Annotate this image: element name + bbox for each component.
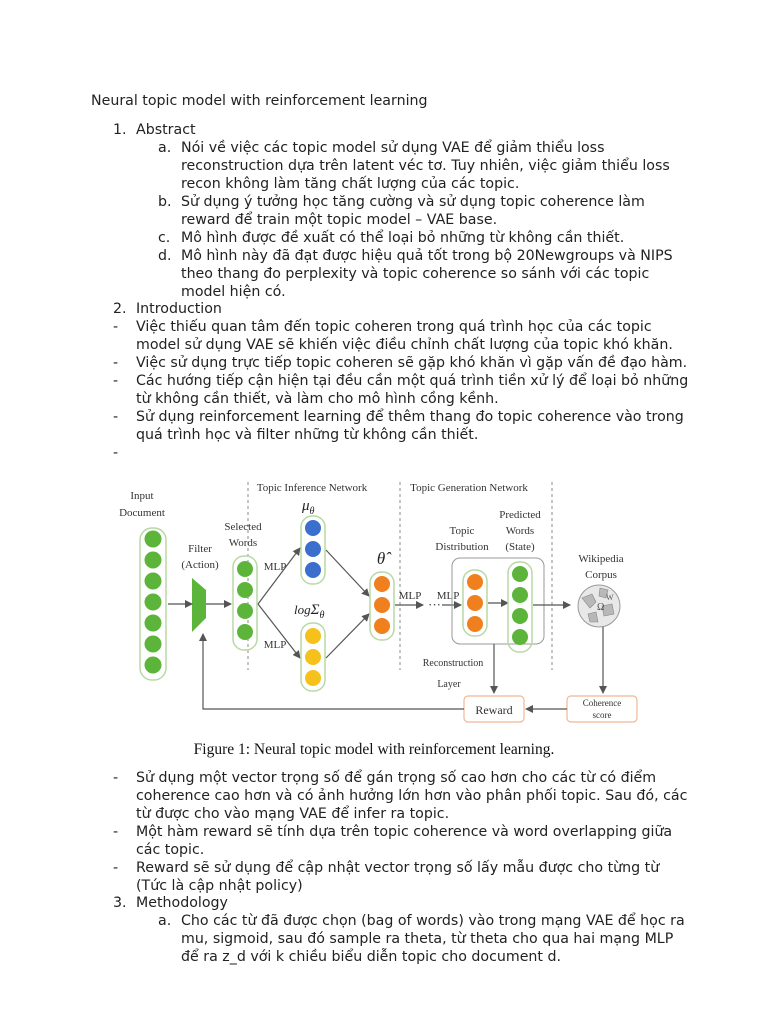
- bullet-marker: -: [113, 824, 119, 840]
- mlp-label: MLP: [398, 590, 422, 602]
- theta-nodes: [374, 576, 390, 634]
- bullet-marker: -: [113, 770, 119, 786]
- list-item-text: Nói về việc các topic model sử dụng VAE để giảm thiểu loss: [181, 140, 605, 156]
- section-3-number: 3.: [113, 895, 127, 911]
- coherence-score-label: Coherence: [582, 698, 622, 708]
- reconstruction-layer-label: Reconstruction: [422, 658, 484, 669]
- topic-generation-network-label: Topic Generation Network: [410, 482, 528, 494]
- predicted-words-label: (State): [505, 541, 535, 553]
- bullet-marker: -: [113, 409, 119, 425]
- reconstruction-layer-label: Layer: [437, 679, 461, 690]
- bullet-text: coherence cao hơn và có ảnh hưởng lớn hơn vào phân phối topic. Sau đó, các: [136, 788, 688, 804]
- bullet-marker: -: [113, 373, 119, 389]
- predicted-words-nodes: [512, 566, 528, 645]
- wikipedia-globe-icon: [578, 585, 620, 627]
- mlp-label: MLP: [436, 590, 460, 602]
- bullet-text: quá trình học và filter những từ không cần thiết.: [136, 427, 479, 443]
- mlp-label: MLP: [263, 561, 287, 573]
- mlp-label: MLP: [263, 639, 287, 651]
- selected-words-label: Selected: [224, 521, 262, 533]
- wikipedia-label: Wikipedia: [578, 553, 624, 565]
- bullet-text: (Tức là cập nhật policy): [136, 878, 303, 894]
- figure-diagram: [112, 476, 652, 762]
- list-item-text: Cho các từ đã được chọn (bag of words) vào trong mạng VAE để học ra: [181, 913, 685, 929]
- log-sigma-label: logΣ$_\theta$: [294, 602, 325, 621]
- generation-block-box: [452, 558, 544, 644]
- bullet-marker: -: [113, 860, 119, 876]
- bullet-text: Việc thiếu quan tâm đến topic coheren trong quá trình học của các topic: [136, 319, 652, 335]
- doc-title: Neural topic model with reinforcement learning: [91, 93, 428, 109]
- topic-inference-network-label: Topic Inference Network: [256, 482, 368, 494]
- list-item-text: Mô hình này đã đạt được hiệu quả tốt trong bộ 20Newgroups và NIPS: [181, 248, 673, 264]
- topic-distribution-nodes: [467, 574, 483, 632]
- filter-action-shape: [192, 578, 206, 632]
- input-document-label: Input: [130, 490, 154, 502]
- svg-text:Ω: Ω: [597, 602, 605, 613]
- selected-words-nodes: [237, 561, 253, 640]
- bullet-text: các topic.: [136, 842, 205, 858]
- bullet-text: Reward sẽ sử dụng để cập nhật vector trọng số lấy mẫu được cho từng từ: [136, 860, 660, 876]
- sigma-nodes: [305, 628, 321, 686]
- bullet-text: từ được cho vào mạng VAE để infer ra topic.: [136, 806, 450, 822]
- list-item-text: theo thang đo perplexity và topic coherence so sánh với các topic: [181, 266, 650, 282]
- list-marker: b.: [158, 194, 172, 210]
- section-1-heading: Abstract: [136, 122, 196, 138]
- list-marker: c.: [158, 230, 171, 246]
- coherence-score-label: score: [592, 710, 612, 720]
- list-item-text: model hiện có.: [181, 284, 286, 300]
- section-2-number: 2.: [113, 301, 127, 317]
- topic-distribution-label: Topic: [449, 525, 475, 537]
- predicted-words-label: Words: [505, 525, 535, 537]
- bullet-marker: -: [113, 445, 119, 461]
- list-item-text: reward để train một topic model – VAE base.: [181, 212, 498, 228]
- input-document-nodes: [145, 531, 162, 674]
- bullet-text: Việc sử dụng trực tiếp topic coheren sẽ gặp khó khăn vì gặp vấn đề đạo hàm.: [136, 355, 688, 371]
- list-marker: d.: [158, 248, 172, 264]
- reward-label: Reward: [475, 703, 513, 717]
- list-item-text: reconstruction dựa trên latent véc tơ. Tuy nhiên, việc giảm thiểu loss: [181, 158, 670, 174]
- section-3-heading: Methodology: [136, 895, 228, 911]
- bullet-marker: -: [113, 319, 119, 335]
- wikipedia-label: Corpus: [585, 569, 617, 581]
- bullet-text: Các hướng tiếp cận hiện tại đều cần một quá trình tiền xử lý để loại bỏ những: [136, 373, 689, 389]
- section-1-number: 1.: [113, 122, 127, 138]
- list-item-text: để ra z_d với k chiều biểu diễn topic cho document d.: [181, 949, 562, 965]
- topic-distribution-label: Distribution: [435, 541, 489, 553]
- list-item-text: Mô hình được đề xuất có thể loại bỏ những từ không cần thiết.: [181, 230, 625, 246]
- bullet-marker: -: [113, 355, 119, 371]
- list-marker: a.: [158, 913, 172, 929]
- bullet-text: Một hàm reward sẽ tính dựa trên topic coherence và word overlapping giữa: [136, 824, 673, 840]
- bullet-text: từ không cần thiết, và làm cho mô hình cồng kềnh.: [136, 391, 499, 407]
- bullet-text: Sử dụng một vector trọng số để gán trọng số cao hơn cho các từ có điểm: [136, 770, 657, 786]
- mu-theta-label: $\mu_\theta$: [302, 498, 315, 517]
- bullet-text: Sử dụng reinforcement learning để thêm thang đo topic coherence vào trong: [136, 409, 684, 425]
- theta-hat-label: θ̂: [376, 549, 386, 568]
- input-document-label: Document: [119, 507, 165, 519]
- svg-text:W: W: [606, 593, 614, 602]
- filter-label: (Action): [181, 559, 219, 571]
- filter-label: Filter: [188, 543, 212, 555]
- selected-words-label: Words: [228, 537, 258, 549]
- section-2-heading: Introduction: [136, 301, 222, 317]
- figure-caption: Figure 1: Neural topic model with reinforcement learning.: [193, 741, 555, 758]
- list-item-text: mu, sigmoid, sau đó sample ra theta, từ theta cho qua hai mạng MLP: [181, 931, 674, 947]
- list-item-text: recon không làm tăng chất lượng của các topic.: [181, 176, 520, 192]
- predicted-words-label: Predicted: [499, 509, 541, 521]
- list-item-text: Sử dụng ý tưởng học tăng cường và sử dụng topic coherence làm: [181, 194, 645, 210]
- mu-nodes: [305, 520, 321, 578]
- bullet-text: model sử dụng VAE sẽ khiến việc điều chỉnh chất lượng của topic khó khăn.: [136, 337, 673, 353]
- list-marker: a.: [158, 140, 172, 156]
- ellipsis-label: ···: [428, 597, 441, 612]
